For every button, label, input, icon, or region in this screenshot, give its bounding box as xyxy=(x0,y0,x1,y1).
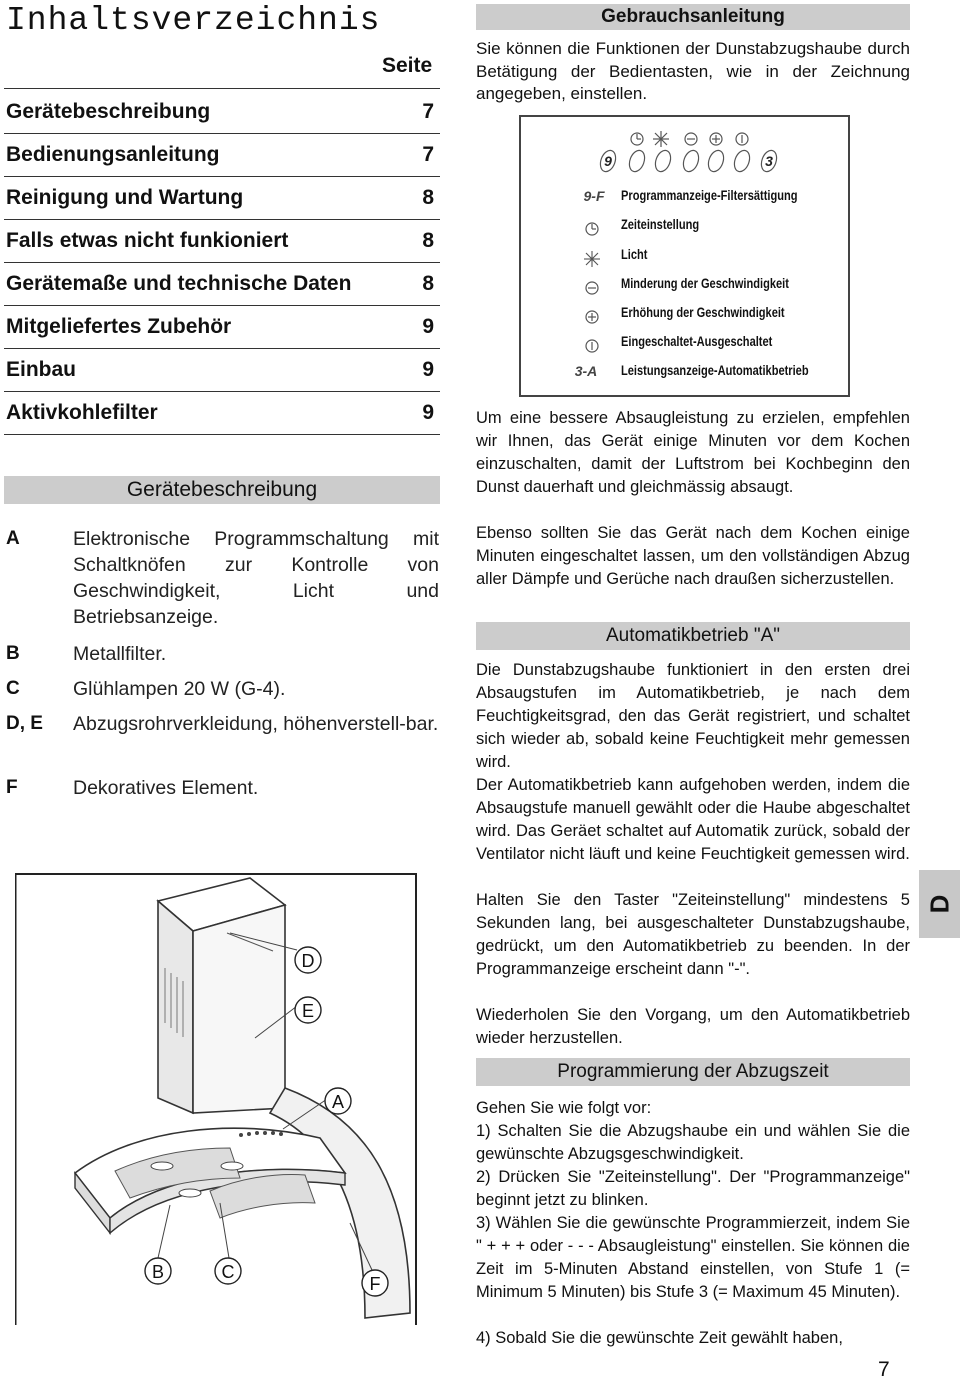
auto-paragraph-4: Wiederholen Sie den Vorgang, um den Automatikbetrieb wieder herzustellen. xyxy=(476,1006,910,1047)
legend-row xyxy=(521,363,848,387)
callout-label-d: D xyxy=(301,951,315,971)
control-panel-diagram xyxy=(519,115,850,397)
toc-row xyxy=(6,305,434,348)
legend-text: Licht xyxy=(621,247,648,262)
component-text: Metallfilter. xyxy=(73,643,167,665)
button-plus[interactable] xyxy=(706,148,727,173)
legend-text: Minderung der Geschwindigkeit xyxy=(621,276,789,291)
program-step-2: 2) Drücken Sie "Zeiteinstellung". Der "Programmanzeige" beginnt jetzt zu blinken. xyxy=(476,1168,910,1209)
component-letter: F xyxy=(6,777,18,798)
language-tab xyxy=(919,870,960,938)
button-light[interactable] xyxy=(653,148,674,173)
auto-heading: Automatikbetrieb "A" xyxy=(476,622,910,650)
toc-row-label: Gerätemaße und technische Daten xyxy=(6,271,352,295)
toc-row xyxy=(6,90,434,133)
toc-row xyxy=(6,133,434,176)
legend-row xyxy=(521,305,848,329)
program-heading: Programmierung der Abzugszeit xyxy=(476,1058,910,1086)
auto-paragraph-2: Der Automatikbetrieb kann aufgehoben werden, indem die Absaugstufe manuell gewählt oder die Haube abgeschaltet wird. Das Geräet schaltet auf Automatik zurück, sobald der Ventilator nicht läuft und keine Feuchtigkeit gemessen wird. xyxy=(476,776,910,863)
lamp xyxy=(221,1162,243,1170)
chimney xyxy=(158,878,285,1113)
legend-text: Leistungsanzeige-Automatikbetrieb xyxy=(621,363,809,378)
auto-paragraph-3: Halten Sie den Taster "Zeiteinstellung" mindestens 5 Sekunden lang, bei ausgeschalteter Dunstabzugshaube, gedrückt, um den Automatikbetrieb zu beenden. In der Programmanzeige erscheint dann "-". xyxy=(476,891,910,978)
component-text: Abzugsrohrverkleidung, höhenverstell-bar. xyxy=(73,713,439,735)
legend-symbol: 3-A xyxy=(574,363,598,379)
toc-row xyxy=(6,219,434,262)
toc-row-label: Reinigung und Wartung xyxy=(6,185,244,209)
toc-row-page: 8 xyxy=(422,271,434,295)
component-letter: D, E xyxy=(6,713,43,734)
clock-icon xyxy=(584,221,600,237)
toc-row xyxy=(6,176,434,219)
toc-row-page: 9 xyxy=(422,357,434,381)
legend-row xyxy=(521,247,848,271)
callout-label-e: E xyxy=(301,1001,315,1021)
toc-page-column-label: Seite xyxy=(382,54,433,77)
component-text: Dekoratives Element. xyxy=(73,777,259,799)
legend-text: Programmanzeige-Filtersättigung xyxy=(621,188,798,203)
minus-icon xyxy=(685,133,697,145)
toc-row-page: 7 xyxy=(422,99,434,123)
legend-text: Zeiteinstellung xyxy=(621,217,700,232)
divider xyxy=(4,434,440,435)
button-minus[interactable] xyxy=(681,148,702,173)
display-right-digit: 3 xyxy=(765,153,773,169)
language-tab-label: D xyxy=(924,894,954,914)
program-step-3: 3) Wählen Sie die gewünschte Programmierzeit, indem Sie " + + + oder - - - Absaugleistung" einstellen. Sie können die Zeit im 5-Minuten Abstand einstellen, von Stufe 1 (= Minimum 5 Minuten) bis Stufe 3 (= Maximum 45 Minuten). xyxy=(476,1214,910,1301)
legend-symbol: 9-F xyxy=(583,188,605,204)
toc-row-page: 8 xyxy=(422,228,434,252)
toc-row-page: 7 xyxy=(422,142,434,166)
toc-row-page: 9 xyxy=(422,314,434,338)
auto-paragraph-1: Die Dunstabzugshaube funktioniert in den ersten drei Absaugstufen im Automatikbetrieb, je nach dem Feuchtigkeitsgrad, den das Gerät registriert, und schaltet sich wieder ab, sobald keine Feuchtigkeit mehr gemessen wird. xyxy=(476,661,910,771)
light-icon xyxy=(653,131,669,147)
power-icon xyxy=(736,133,748,145)
button-power[interactable] xyxy=(732,148,753,173)
usage-paragraph-1: Um eine bessere Absaugleistung zu erzielen, empfehlen wir Ihnen, das Gerät einige Minuten vor dem Kochen einzuschalten, damit der Luftstrom bei Kochbeginn den Dunst dauerhaft und gleichmässig absaugt. xyxy=(476,409,910,496)
toc-row-page: 9 xyxy=(422,400,434,424)
button-timer[interactable] xyxy=(627,148,648,173)
toc-row-page: 8 xyxy=(422,185,434,209)
toc-row-label: Aktivkohlefilter xyxy=(6,400,158,424)
toc-row-label: Einbau xyxy=(6,357,77,381)
clock-icon xyxy=(631,133,643,145)
lamp xyxy=(179,1189,201,1197)
description-heading: Gerätebeschreibung xyxy=(4,476,440,504)
toc-row-label: Mitgeliefertes Zubehör xyxy=(6,314,232,338)
callout-label-f: F xyxy=(369,1274,381,1294)
toc-title: Inhaltsverzeichnis xyxy=(6,2,381,39)
legend-row xyxy=(521,188,848,212)
component-letter: C xyxy=(6,678,20,699)
legend-row xyxy=(521,276,848,300)
minus-icon xyxy=(584,280,600,296)
toc-row-label: Bedienungsanleitung xyxy=(6,142,220,166)
divider xyxy=(4,88,440,89)
legend-text: Eingeschaltet-Ausgeschaltet xyxy=(621,334,773,349)
hood-illustration xyxy=(15,873,417,1325)
lamp xyxy=(151,1162,173,1170)
power-icon xyxy=(584,338,600,354)
usage-intro: Sie können die Funktionen der Dunstabzugshaube durch Betätigung der Bedientasten, wie in der Zeichnung angegeben, einstellen. xyxy=(476,39,910,103)
usage-heading: Gebrauchsanleitung xyxy=(476,4,910,30)
button-row xyxy=(521,117,848,197)
toc-row-label: Falls etwas nicht funkioniert xyxy=(6,228,289,252)
callout-label-c: C xyxy=(221,1262,235,1282)
component-letter: B xyxy=(6,643,20,664)
plus-icon xyxy=(584,309,600,325)
hood-figure xyxy=(15,873,417,1325)
toc-row-label: Gerätebeschreibung xyxy=(6,99,211,123)
callout-label-a: A xyxy=(331,1092,345,1112)
program-paragraph-1: Gehen Sie wie folgt vor: xyxy=(476,1099,652,1117)
component-text: Elektronische Programmschaltung mit Schaltknöfen zur Kontrolle von Geschwindigkeit, Licht und Betriebsanzeige. xyxy=(73,528,439,628)
program-step-1: 1) Schalten Sie die Abzugshaube ein und wählen Sie die gewünschte Abzugsgeschwindigkeit. xyxy=(476,1122,910,1163)
callout-label-b: B xyxy=(151,1262,165,1282)
toc-row xyxy=(6,262,434,305)
legend-row xyxy=(521,217,848,241)
light-icon xyxy=(584,251,600,267)
usage-paragraph-2: Ebenso sollten Sie das Gerät nach dem Kochen einige Minuten eingeschaltet lassen, um den vollständigen Abzug aller Dämpfe und Gerüche nach draußen sicherzustellen. xyxy=(476,524,910,588)
program-step-4: 4) Sobald Sie die gewünschte Zeit gewählt haben, xyxy=(476,1329,843,1347)
toc-row xyxy=(6,348,434,391)
display-left-digit: 9 xyxy=(604,153,612,169)
page-number: 7 xyxy=(878,1358,890,1381)
plus-icon xyxy=(710,133,722,145)
toc-row xyxy=(6,391,434,434)
component-letter: A xyxy=(6,528,20,549)
legend-text: Erhöhung der Geschwindigkeit xyxy=(621,305,785,320)
component-text: Glühlampen 20 W (G-4). xyxy=(73,678,286,700)
legend-row xyxy=(521,334,848,358)
